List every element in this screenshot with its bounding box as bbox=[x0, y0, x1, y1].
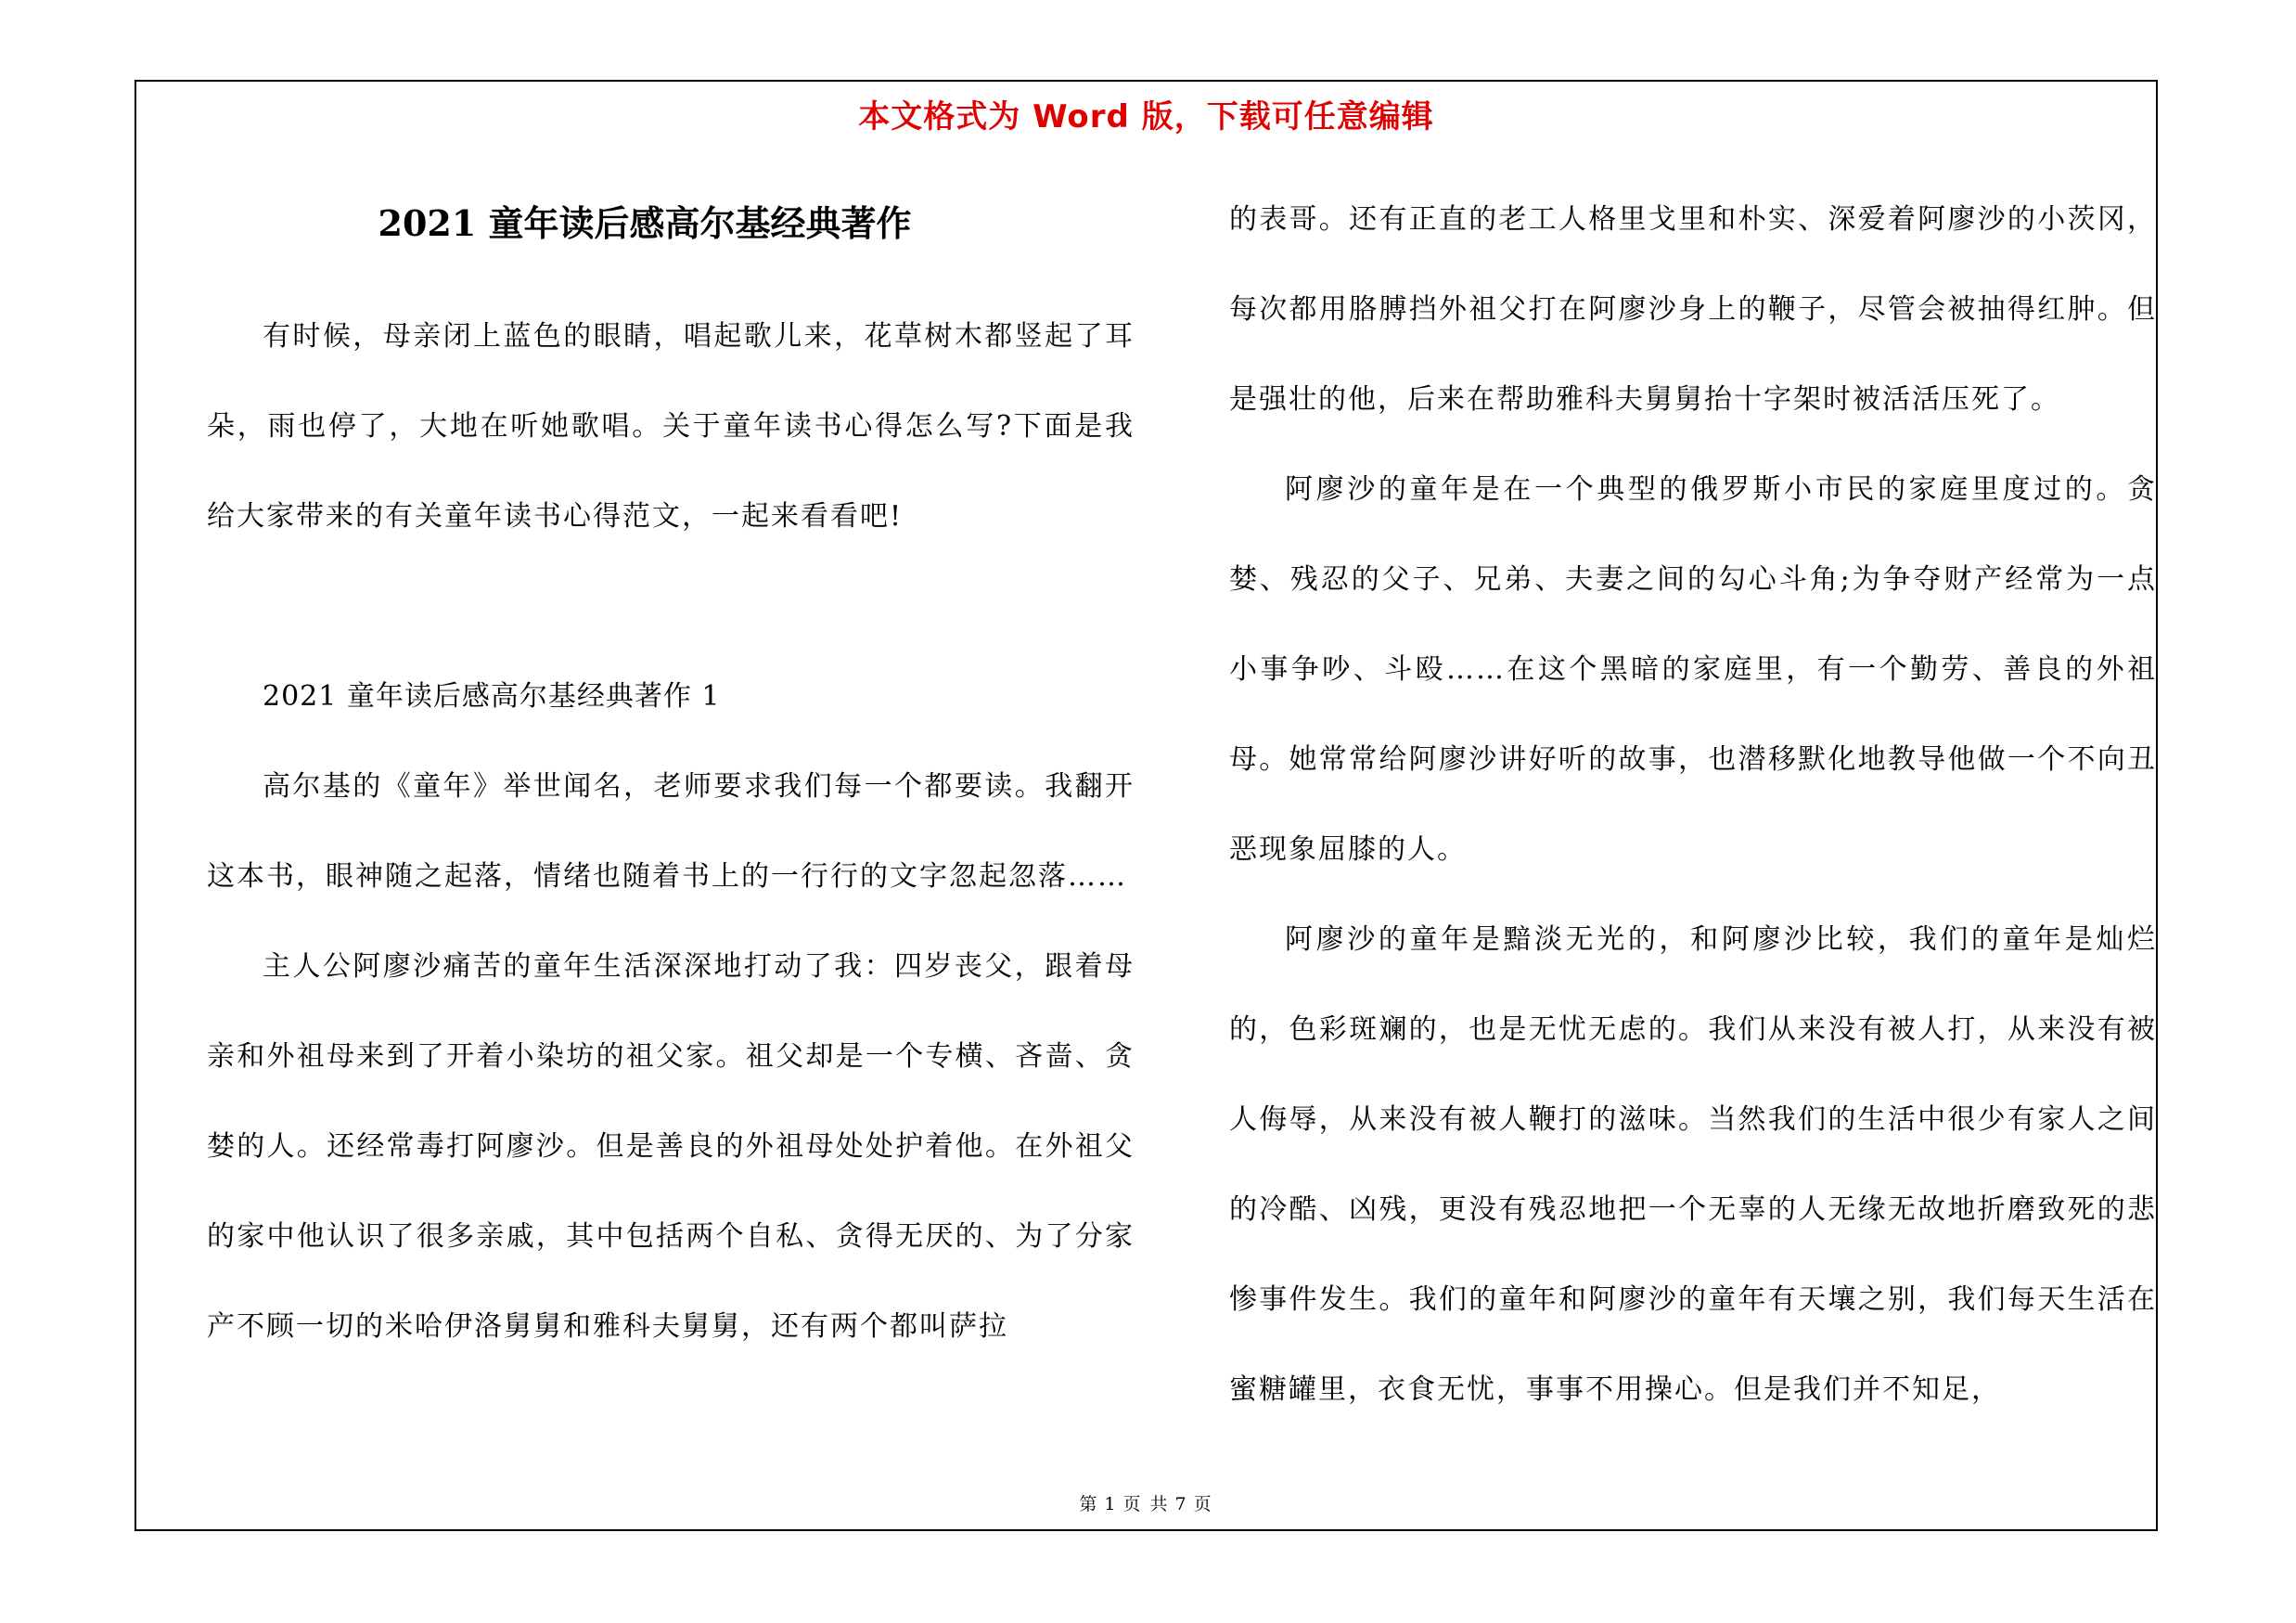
footer-prefix: 第 bbox=[1079, 1494, 1099, 1514]
paragraph-4: 阿廖沙的童年是黯淡无光的，和阿廖沙比较，我们的童年是灿烂的，色彩斑斓的，也是无忧无虑的。我们从来没有被人打，从来没有被人侮辱，从来没有被人鞭打的滋味。当然我们的生活中很少有家人之间的冷酷、凶残，更没有残忍地把一个无辜的人无缘无故地折磨致死的悲惨事件发生。我们的童年和阿廖沙的童年有天壤之别，我们每天生活在蜜糖罐里，衣食无忧，事事不用操心。但是我们并不知足， bbox=[1229, 923, 2157, 1406]
spacer bbox=[207, 561, 1135, 651]
intro-paragraph: 有时候，母亲闭上蓝色的眼睛，唱起歌儿来，花草树木都竖起了耳朵，雨也停了，大地在听她歌唱。关于童年读书心得怎么写?下面是我给大家带来的有关童年读书心得范文，一起来看看吧! bbox=[207, 320, 1135, 533]
page-footer bbox=[136, 1490, 2156, 1515]
paragraph-2: 主人公阿廖沙痛苦的童年生活深深地打动了我：四岁丧父，跟着母亲和外祖母来到了开着小染坊的祖父家。祖父却是一个专横、吝啬、贪婪的人。还经常毒打阿廖沙。但是善良的外祖母处处护着他。在外祖父的家中他认识了很多亲戚，其中包括两个自私、贪得无厌的、为了分家产不顾一切的米哈伊洛舅舅和雅科夫舅舅，还有两个都叫萨拉 bbox=[207, 950, 1135, 1343]
document-page bbox=[135, 80, 2158, 1531]
left-column bbox=[207, 193, 1135, 1372]
section-heading: 2021 童年读后感高尔基经典著作 1 bbox=[263, 680, 721, 713]
paragraph-continued: 的表哥。还有正直的老工人格里戈里和朴实、深爱着阿廖沙的小茨冈，每次都用胳膊挡外祖父打在阿廖沙身上的鞭子，尽管会被抽得红肿。但是强壮的他，后来在帮助雅科夫舅舅抬十字架时被活活压死了。 bbox=[1229, 203, 2157, 416]
right-column bbox=[1229, 174, 2157, 1435]
footer-suffix: 页 bbox=[1193, 1494, 1213, 1514]
paragraph-3: 阿廖沙的童年是在一个典型的俄罗斯小市民的家庭里度过的。贪婪、残忍的父子、兄弟、夫妻之间的勾心斗角;为争夺财产经常为一点小事争吵、斗殴……在这个黑暗的家庭里，有一个勤劳、善良的外祖母。她常常给阿廖沙讲好听的故事，也潜移默化地教导他做一个不向丑恶现象屈膝的人。 bbox=[1229, 473, 2157, 866]
word-format-banner: 本文格式为 Word 版，下载可任意编辑 bbox=[858, 98, 1434, 135]
footer-middle: 页 共 bbox=[1122, 1494, 1170, 1514]
paragraph-1: 高尔基的《童年》举世闻名，老师要求我们每一个都要读。我翻开这本书，眼神随之起落，情绪也随着书上的一行行的文字忽起忽落…… bbox=[207, 770, 1135, 893]
footer-total-pages: 7 bbox=[1174, 1494, 1188, 1514]
footer-page-number: 1 bbox=[1104, 1494, 1118, 1514]
document-title: 2021 童年读后感高尔基经典著作 bbox=[378, 202, 912, 244]
